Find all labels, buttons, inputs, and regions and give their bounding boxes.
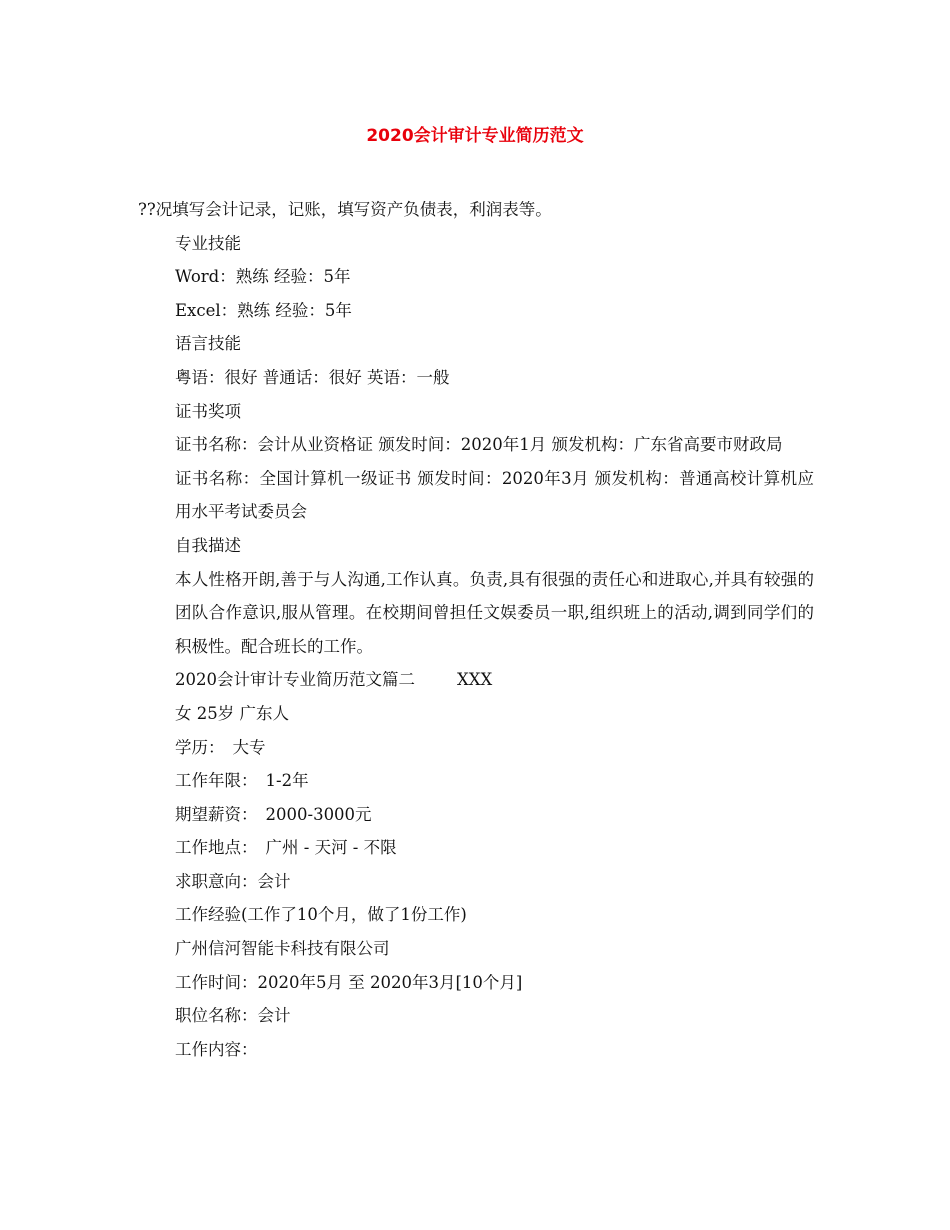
job-intent: 求职意向：会计 xyxy=(175,871,291,891)
education-line xyxy=(138,731,814,765)
location-line xyxy=(138,831,814,865)
part2-title: 2020会计审计专业简历范文篇二 xyxy=(175,670,415,690)
years-line xyxy=(138,764,814,798)
salary-value: 2000-3000元 xyxy=(265,804,372,824)
document-body xyxy=(138,193,814,1066)
basic-info: 女 25岁 广东人 xyxy=(175,703,289,723)
years-value: 1-2年 xyxy=(265,771,309,791)
languages-line: 粤语：很好 普通话：很好 英语：一般 xyxy=(175,367,450,387)
location-label: 工作地点： xyxy=(175,838,258,858)
self-description: 本人性格开朗,善于与人沟通,工作认真。负责,具有很强的责任心和进取心,并具有较强的团队合作意识,服从管理。在校期间曾担任文娱委员一职,组织班上的活动,调到同学们的积极性。配合班长的工作。 xyxy=(175,569,814,656)
years-label: 工作年限： xyxy=(175,771,258,791)
skills-heading: 专业技能 xyxy=(175,233,241,253)
part2-heading-line xyxy=(138,663,814,697)
skill-word: Word：熟练 经验：5年 xyxy=(175,267,351,287)
intro-line: ??况填写会计记录，记账，填写资产负债表，利润表等。 xyxy=(138,200,552,219)
certificate-1: 证书名称：会计从业资格证 颁发时间：2020年1月 颁发机构：广东省高要市财政局 xyxy=(175,435,783,455)
part2-name: XXX xyxy=(457,670,493,690)
work-time: 工作时间：2020年5月 至 2020年3月[10个月] xyxy=(175,972,523,992)
location-value: 广州 - 天河 - 不限 xyxy=(265,838,397,858)
document-title: 2020会计审计专业简历范文 xyxy=(366,126,584,146)
skill-excel: Excel：熟练 经验：5年 xyxy=(175,300,352,320)
company-name: 广州信河智能卡科技有限公司 xyxy=(175,939,390,959)
salary-label: 期望薪资： xyxy=(175,804,258,824)
work-content: 工作内容： xyxy=(175,1039,258,1059)
experience-heading: 工作经验(工作了10个月，做了1份工作) xyxy=(175,905,467,925)
self-heading: 自我描述 xyxy=(175,535,241,555)
education-label: 学历： xyxy=(175,737,225,757)
certs-heading: 证书奖项 xyxy=(175,401,241,421)
position-name: 职位名称：会计 xyxy=(175,1006,291,1026)
education-value: 大专 xyxy=(232,737,266,757)
certificate-2: 证书名称：全国计算机一级证书 颁发时间：2020年3月 颁发机构：普通高校计算机应用水平考试委员会 xyxy=(175,468,814,522)
salary-line xyxy=(138,798,814,832)
language-heading: 语言技能 xyxy=(175,334,241,354)
